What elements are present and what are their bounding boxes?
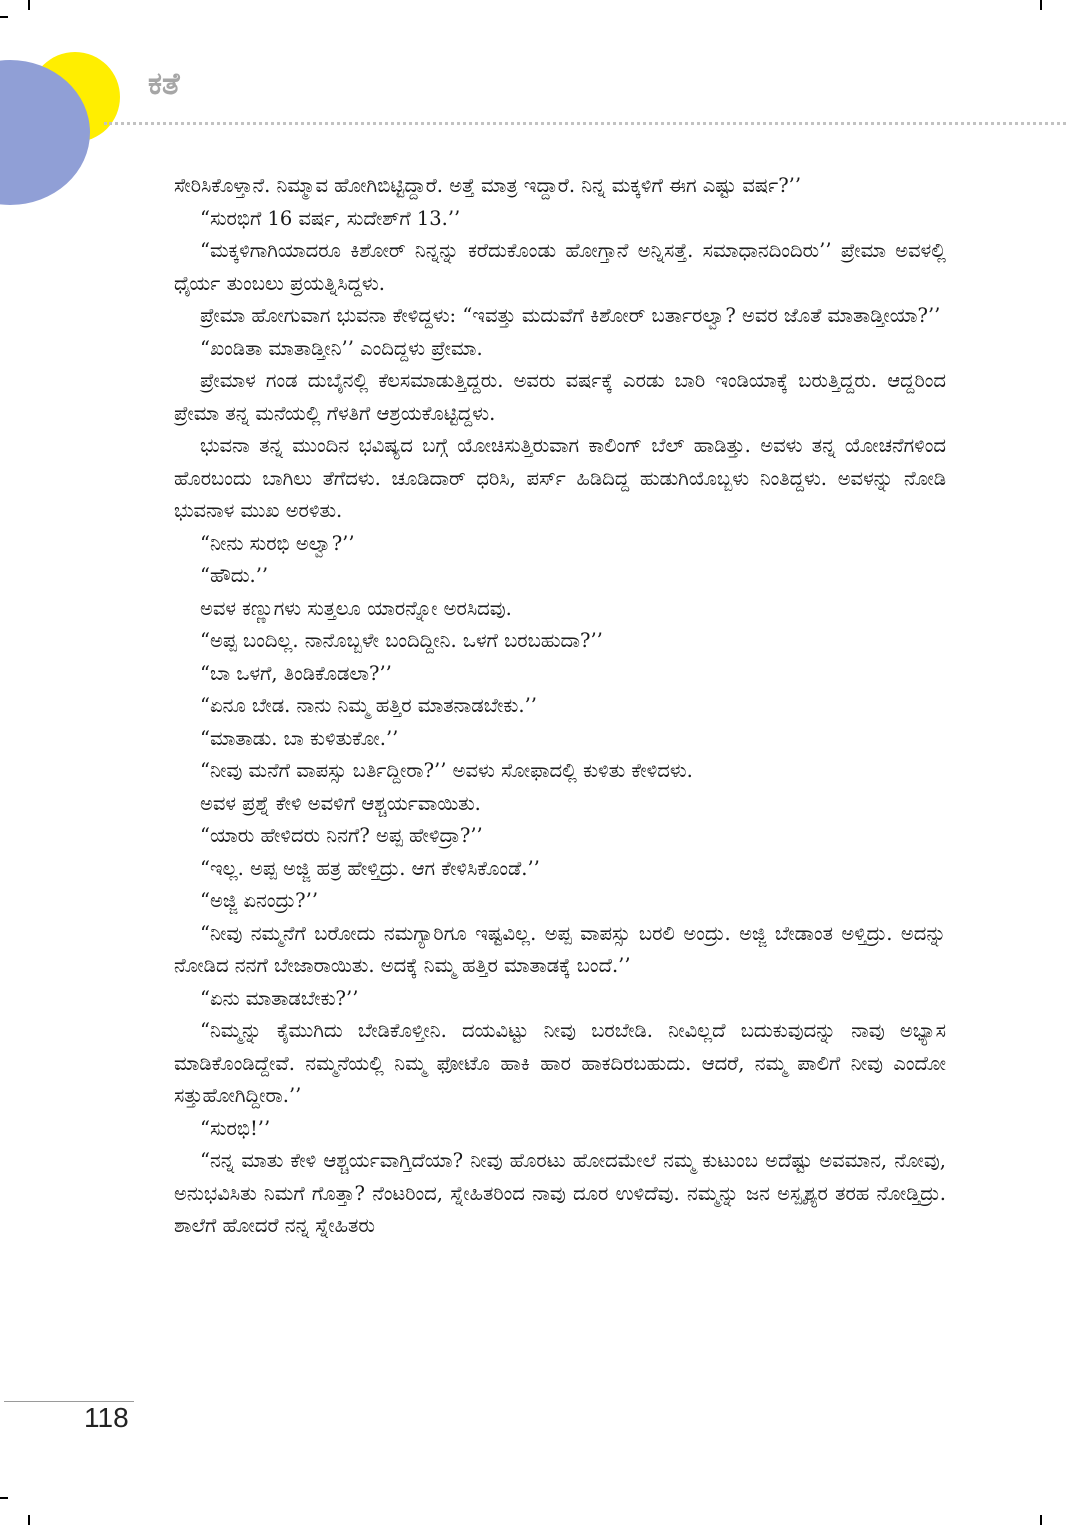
crop-mark-left-upper <box>0 16 8 18</box>
paragraph: ಪ್ರೇಮಾ ಹೋಗುವಾಗ ಭುವನಾ ಕೇಳಿದ್ದಳು: “ಇವತ್ತು ಮದುವೆಗೆ ಕಿಶೋರ್ ಬರ್ತಾರಲ್ವಾ? ಅವರ ಜೊತೆ ಮಾತಾಡ್ತೀಯಾ?’’ <box>200 304 941 327</box>
paragraph: “ನೀನು ಸುರಭಿ ಅಲ್ವಾ?’’ <box>200 531 355 555</box>
paragraph: “ಇಲ್ಲ. ಅಪ್ಪ ಅಜ್ಜಿ ಹತ್ರ ಹೇಳ್ತಿದ್ರು. ಆಗ ಕೇಳಿಸಿಕೊಂಡೆ.’’ <box>200 856 540 880</box>
paragraph: “ಏನೂ ಬೇಡ. ನಾನು ನಿಮ್ಮ ಹತ್ತಿರ ಮಾತನಾಡಬೇಕು.’’ <box>200 694 537 717</box>
paragraph: ಅವಳ ಕಣ್ಣುಗಳು ಸುತ್ತಲೂ ಯಾರನ್ನೋ ಅರಸಿದವು. <box>200 596 512 620</box>
story-text <box>174 170 946 1243</box>
paragraph: ಪ್ರೇಮಾಳ ಗಂಡ ದುಬೈನಲ್ಲಿ ಕೆಲಸಮಾಡುತ್ತಿದ್ದರು. ಅವರು ವರ್ಷಕ್ಕೆ ಎರಡು ಬಾರಿ ಇಂಡಿಯಾಕ್ಕೆ ಬರುತ್ತಿದ್ದರು. ಆದ್ದರಿಂದ ಪ್ರೇಮಾ ತನ್ನ ಮನೆಯಲ್ಲಿ ಗೆಳತಿಗೆ ಆಶ್ರಯಕೊಟ್ಟಿದ್ದಳು. <box>174 369 946 425</box>
crop-mark-left-lower <box>0 1497 8 1499</box>
paragraph: ಭುವನಾ ತನ್ನ ಮುಂದಿನ ಭವಿಷ್ಯದ ಬಗ್ಗೆ ಯೋಚಿಸುತ್ತಿರುವಾಗ ಕಾಲಿಂಗ್ ಬೆಲ್ ಹಾಡಿತ್ತು. ಅವಳು ತನ್ನ ಯೋಚನೆಗಳಿಂದ ಹೊರಬಂದು ಬಾಗಿಲು ತೆಗೆದಳು. ಚೂಡಿದಾರ್ ಧರಿಸಿ, ಪರ್ಸ್ ಹಿಡಿದಿದ್ದ ಹುಡುಗಿಯೊಬ್ಬಳು ನಿಂತಿದ್ದಳು. ಅವಳನ್ನು ನೋಡಿ ಭುವನಾಳ ಮುಖ ಅರಳಿತು. <box>174 434 946 522</box>
crop-mark-bottom-left <box>28 1515 30 1525</box>
paragraph: “ಸುರಭಿಗೆ 16 ವರ್ಷ, ಸುದೇಶ್‌ಗೆ 13.’’ <box>200 206 461 230</box>
paragraph: “ಅಪ್ಪ ಬಂದಿಲ್ಲ. ನಾನೊಬ್ಬಳೇ ಬಂದಿದ್ದೀನಿ. ಒಳಗೆ ಬರಬಹುದಾ?’’ <box>200 629 603 652</box>
paragraph: “ಮಕ್ಕಳಿಗಾಗಿಯಾದರೂ ಕಿಶೋರ್ ನಿನ್ನನ್ನು ಕರೆದುಕೊಂಡು ಹೋಗ್ತಾನೆ ಅನ್ನಿಸತ್ತೆ. ಸಮಾಧಾನದಿಂದಿರು’’ ಪ್ರೇಮಾ ಅವಳಲ್ಲಿ ಧೈರ್ಯ ತುಂಬಲು ಪ್ರಯತ್ನಿಸಿದ್ದಳು. <box>174 239 946 295</box>
paragraph: “ಹೌದು.’’ <box>200 564 269 587</box>
paragraph: “ಬಾ ಒಳಗೆ, ತಿಂಡಿಕೊಡಲಾ?’’ <box>200 661 392 685</box>
crop-mark-bottom-right <box>1040 1515 1042 1525</box>
paragraph: “ನನ್ನ ಮಾತು ಕೇಳಿ ಆಶ್ಚರ್ಯವಾಗ್ತಿದೆಯಾ? ನೀವು ಹೊರಟು ಹೋದಮೇಲೆ ನಮ್ಮ ಕುಟುಂಬ ಅದೆಷ್ಟು ಅವಮಾನ, ನೋವು, ಅನುಭವಿಸಿತು ನಿಮಗೆ ಗೊತ್ತಾ? ನೆಂಟರಿಂದ, ಸ್ನೇಹಿತರಿಂದ ನಾವು ದೂರ ಉಳಿದೆವು. ನಮ್ಮನ್ನು ಜನ ಅಸ್ಪೃಶ್ಯರ ತರಹ ನೋಡ್ತಿದ್ರು. ಶಾಲೆಗೆ ಹೋದರೆ ನನ್ನ ಸ್ನೇಹಿತರು <box>174 1149 946 1237</box>
paragraph: “ಮಾತಾಡು. ಬಾ ಕುಳಿತುಕೋ.’’ <box>200 726 399 750</box>
crop-mark-top-right <box>1040 0 1042 10</box>
paragraph: ಸೇರಿಸಿಕೊಳ್ತಾನೆ. ನಿಮ್ಮಾವ ಹೋಗಿಬಿಟ್ಟಿದ್ದಾರೆ. ಅತ್ತೆ ಮಾತ್ರ ಇದ್ದಾರೆ. ನಿನ್ನ ಮಕ್ಕಳಿಗೆ ಈಗ ಎಷ್ಟು ವರ್ಷ?’’ <box>174 174 802 197</box>
paragraph: “ಅಜ್ಜಿ ಏನಂದ್ರು?’’ <box>200 889 319 912</box>
page-number: 118 <box>84 1402 129 1433</box>
crop-mark-top-left <box>28 0 30 10</box>
paragraph: “ನಿಮ್ಮನ್ನು ಕೈಮುಗಿದು ಬೇಡಿಕೊಳ್ತೀನಿ. ದಯವಿಟ್ಟು ನೀವು ಬರಬೇಡಿ. ನೀವಿಲ್ಲದೆ ಬದುಕುವುದನ್ನು ನಾವು ಅಭ್ಯಾಸ ಮಾಡಿಕೊಂಡಿದ್ದೇವೆ. ನಮ್ಮನೆಯಲ್ಲಿ ನಿಮ್ಮ ಫೋಟೊ ಹಾಕಿ ಹಾರ ಹಾಕದಿರಬಹುದು. ಆದರೆ, ನಮ್ಮ ಪಾಲಿಗೆ ನೀವು ಎಂದೋ ಸತ್ತುಹೋಗಿದ್ದೀರಾ.’’ <box>174 1019 946 1107</box>
paragraph: “ಸುರಭಿ!’’ <box>200 1116 271 1140</box>
paragraph: “ನೀವು ನಮ್ಮನೆಗೆ ಬರೋದು ನಮಗ್ಯಾರಿಗೂ ಇಷ್ಟವಿಲ್ಲ. ಅಪ್ಪ ವಾಪಸ್ಸು ಬರಲಿ ಅಂದ್ರು. ಅಜ್ಜಿ ಬೇಡಾಂತ ಅಳ್ತಿದ್ರು. ಅದನ್ನು ನೋಡಿದ ನನಗೆ ಬೇಜಾರಾಯಿತು. ಅದಕ್ಕೆ ನಿಮ್ಮ ಹತ್ತಿರ ಮಾತಾಡಕ್ಕೆ ಬಂದೆ.’’ <box>174 921 946 977</box>
paragraph: ಅವಳ ಪ್ರಶ್ನೆ ಕೇಳಿ ಅವಳಿಗೆ ಆಶ್ಚರ್ಯವಾಯಿತು. <box>200 791 481 815</box>
paragraph: “ಯಾರು ಹೇಳಿದರು ನಿನಗೆ? ಅಪ್ಪ ಹೇಳಿದ್ರಾ?’’ <box>200 824 483 847</box>
section-title: ಕತೆ <box>148 66 180 102</box>
dotted-divider <box>104 122 1066 125</box>
paragraph: “ಏನು ಮಾತಾಡಬೇಕು?’’ <box>200 986 359 1010</box>
paragraph: “ಖಂಡಿತಾ ಮಾತಾಡ್ತೀನಿ’’ ಎಂದಿದ್ದಳು ಪ್ರೇಮಾ. <box>200 336 483 360</box>
paragraph: “ನೀವು ಮನೆಗೆ ವಾಪಸ್ಸು ಬರ್ತಿದ್ದೀರಾ?’’ ಅವಳು ಸೋಫಾದಲ್ಲಿ ಕುಳಿತು ಕೇಳಿದಳು. <box>200 759 693 782</box>
